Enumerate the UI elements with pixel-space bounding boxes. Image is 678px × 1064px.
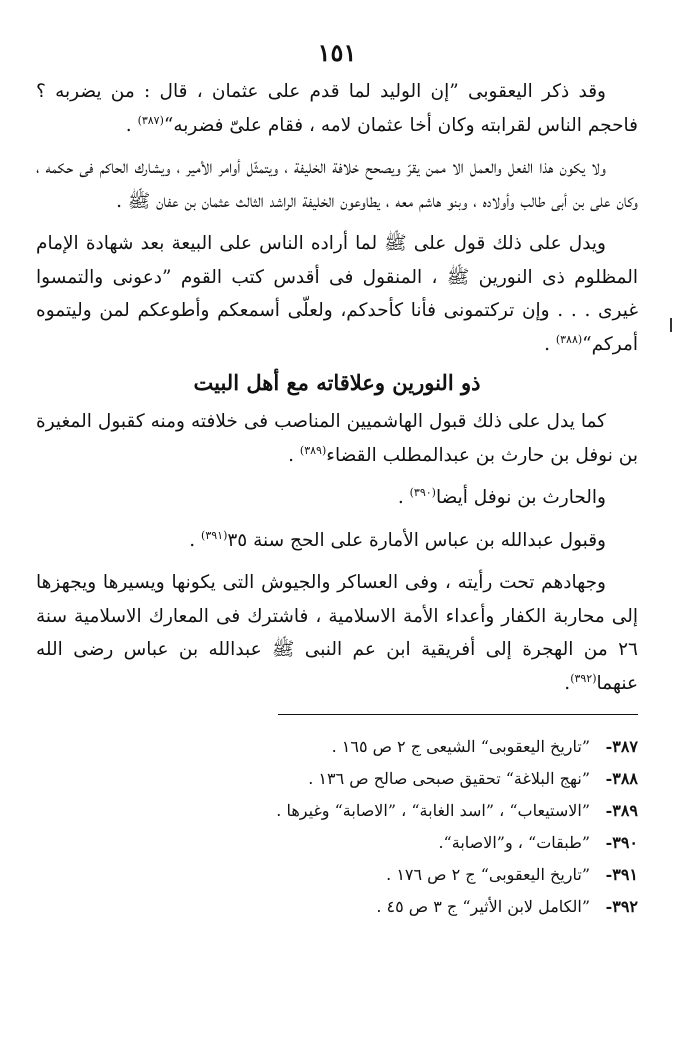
footnote-number: ٣٨٨- bbox=[605, 769, 638, 788]
footnote-text: ”طبقات“ ، و”الاصابة“. bbox=[438, 833, 590, 852]
page-number: ١٥١ bbox=[317, 38, 357, 67]
paragraph-6 bbox=[36, 524, 638, 558]
footnote-item bbox=[36, 795, 638, 827]
paragraph-tail: . bbox=[189, 529, 202, 551]
footnote-text: ”تاريخ اليعقوبى“ ج ٢ ص ١٧٦ . bbox=[386, 865, 590, 884]
footnotes bbox=[36, 731, 638, 923]
paragraph-tail: . bbox=[397, 487, 410, 508]
paragraph-text: ولا يكون هذا الفعل والعمل الا ممن يقرّ ويصحح خلافة الخليفة ، ويتمثّل أوامر الأمير ، ويشارك الحاكم فى حكمه ، وكان على بن أبى طالب وأولاده ، وبنو هاشم معه ، يطاوعون الخليفة الراشد الثالث عثمان بن عفان ﷺ . bbox=[36, 157, 638, 212]
paragraph-text: والحارث بن نوفل أيضا bbox=[435, 487, 606, 508]
footnote-ref: (٣٩٢) bbox=[570, 671, 597, 685]
margin-mark bbox=[670, 318, 672, 332]
paragraph-2 bbox=[36, 151, 638, 218]
paragraph-tail: . bbox=[125, 114, 138, 136]
paragraph-tail: . bbox=[544, 333, 556, 355]
paragraph-text: ويدل على ذلك قول على ﷺ لما أراده الناس على البيعة بعد شهادة الإمام المظلوم ذى النورين ﷺ ، المنقول فى أقدس كتب القوم ”دعونى والتمسوا غيرى . . . وإن تركتمونى فأنا كأحدكم، ولعلّى أسمعكم وأطوعكم لمن وليتموه أمركم“ bbox=[36, 233, 638, 355]
paragraph-3 bbox=[36, 227, 638, 361]
footnote-text: ”تاريخ اليعقوبى“ الشيعى ج ٢ ص ١٦٥ . bbox=[331, 737, 590, 756]
paragraph-1 bbox=[36, 75, 638, 142]
footnote-divider bbox=[278, 714, 638, 715]
footnote-number: ٣٩٠- bbox=[605, 833, 638, 852]
footnote-item bbox=[36, 827, 638, 859]
footnote-item bbox=[36, 891, 638, 923]
footnote-ref: (٣٨٩) bbox=[299, 443, 327, 457]
paragraph-text: وجهادهم تحت رأيته ، وفى العساكر والجيوش التى يكونها ويسيرها ويجهزها إلى محاربة الكفار وأعداء الأمة الاسلامية ، فاشترك فى المعارك الاسلامية سنة ٢٦ من الهجرة إلى أفريقية ابن عم النبى ﷺ عبدالله بن عباس رضى الله عنهما bbox=[36, 572, 638, 694]
section-heading: ذو النورين وعلاقاته مع أهل البيت bbox=[193, 370, 481, 395]
paragraph-7 bbox=[36, 566, 638, 700]
footnote-number: ٣٨٧- bbox=[605, 737, 638, 756]
paragraph-5 bbox=[36, 481, 638, 515]
footnote-ref: (٣٨٧) bbox=[137, 113, 164, 127]
footnote-number: ٣٨٩- bbox=[605, 801, 638, 820]
paragraph-4 bbox=[36, 405, 638, 472]
footnote-ref: (٣٨٨) bbox=[555, 332, 583, 346]
footnote-text: ”نهج البلاغة“ تحقيق صبحى صالح ص ١٣٦ . bbox=[308, 769, 590, 788]
footnote-ref: (٣٩٠) bbox=[409, 485, 436, 499]
footnote-text: ”الكامل لابن الأثير“ ج ٣ ص ٤٥ . bbox=[376, 897, 590, 916]
footnote-number: ٣٩١- bbox=[605, 865, 638, 884]
footnote-item bbox=[36, 763, 638, 795]
paragraph-text: وقبول عبدالله بن عباس الأمارة على الحج سنة ٣٥ bbox=[227, 529, 606, 551]
paragraph-tail: . bbox=[288, 444, 300, 466]
paragraph-text: كما يدل على ذلك قبول الهاشميين المناصب فى خلافته ومنه كقبول المغيرة بن نوفل بن حارث بن عبدالمطلب القضاء bbox=[36, 411, 638, 466]
footnote-item bbox=[36, 731, 638, 763]
paragraph-text: وقد ذكر اليعقوبى ”إن الوليد لما قدم على عثمان ، قال : من يضربه ؟ فاحجم الناس لقرابته وكان أخا عثمان لامه ، فقام علىّ فضربه“ bbox=[36, 81, 638, 136]
footnote-number: ٣٩٢- bbox=[605, 897, 638, 916]
footnote-item bbox=[36, 859, 638, 891]
footnote-text: ”الاستيعاب“ ، ”اسد الغابة“ ، ”الاصابة“ وغيرها . bbox=[276, 801, 590, 820]
paragraph-tail: . bbox=[564, 672, 571, 694]
footnote-ref: (٣٩١) bbox=[201, 528, 228, 542]
